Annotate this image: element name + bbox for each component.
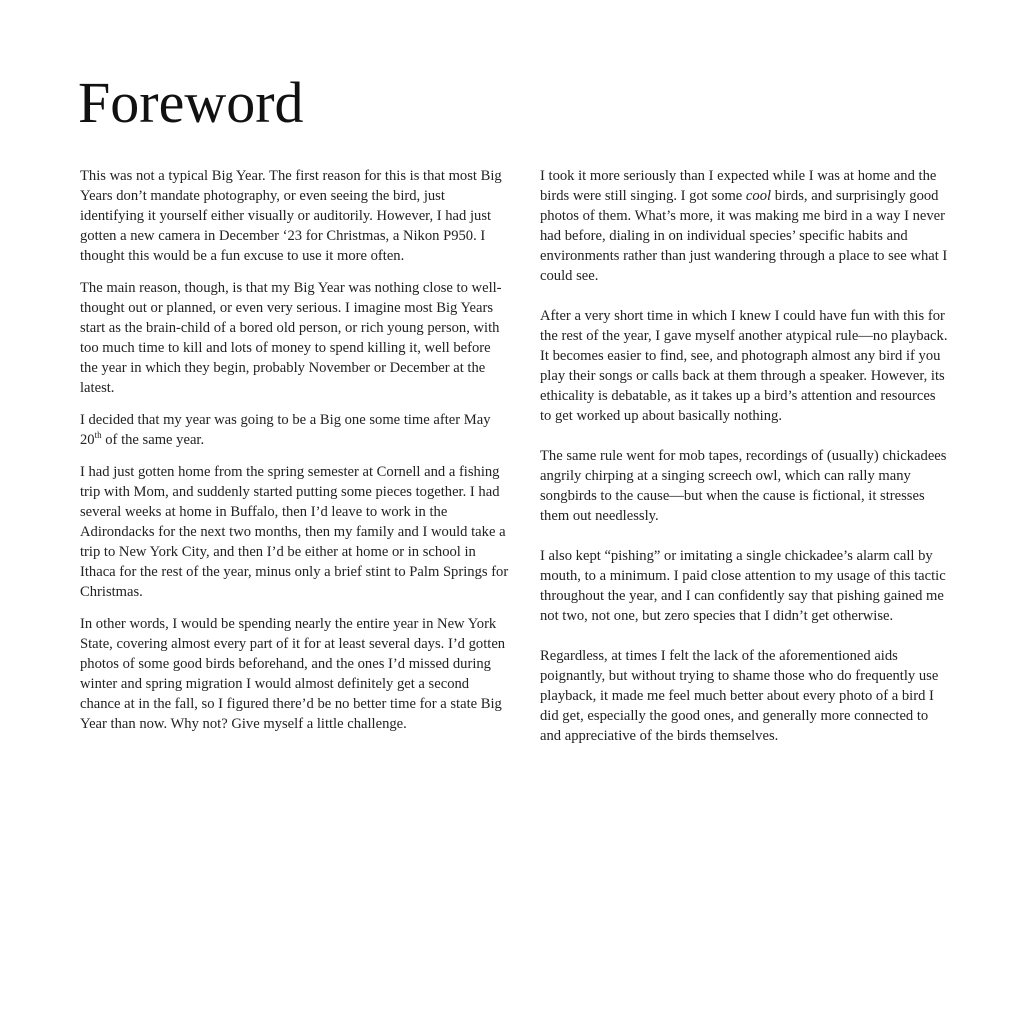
- paragraph-home-from-semester: I had just gotten home from the spring semester at Cornell and a fishing trip with Mom, and suddenly started putting some pieces together. I had several weeks at home in Buffalo, then I’d leave to work in the Adirondacks for the next two months, then my family and I would take a trip to New York City, and then I’d be either at home or in school in Ithaca for the rest of the year, minus only a brief stint to Palm Springs for Christmas.: [80, 464, 509, 600]
- emphasis-cool: cool: [745, 188, 772, 204]
- paragraph-decided: [80, 410, 512, 450]
- right-column: [540, 166, 950, 766]
- paragraph-mob-tapes: The same rule went for mob tapes, recordings of (usually) chickadees angrily chirping at a singing screech owl, which can rally many songbirds to the cause—but when the cause is fictional, it stresses them out needlessly.: [540, 448, 947, 524]
- paragraph-other-words: In other words, I would be spending nearly the entire year in New York State, covering almost every part of it for at least several days. I’d gotten photos of some good birds beforehand, and the ones I’d missed during winter and spring migration I would almost definitely get a second chance at in the fall, so I figured there’d be no better time for a state Big Year than now. Why not? Give myself a little challenge.: [80, 616, 506, 732]
- paragraph-decided-text: I decided that my year was going to be a Big one some time after May 20: [80, 412, 491, 448]
- paragraph-more-seriously: [540, 166, 950, 286]
- paragraph-decided-tail: of the same year.: [101, 432, 205, 448]
- left-column: [80, 166, 512, 746]
- page-title: Foreword: [78, 70, 304, 135]
- paragraph-pishing: I also kept “pishing” or imitating a single chickadee’s alarm call by mouth, to a minimum. I paid close attention to my usage of this tactic throughout the year, and I can confidently say that pishing gained me not two, not one, but zero species that I didn’t get otherwise.: [540, 548, 946, 624]
- paragraph-typical-big-year: This was not a typical Big Year. The first reason for this is that most Big Years don’t mandate photography, or even seeing the bird, just identifying it yourself either visually or auditorily. However, I had just gotten a new camera in December ‘23 for Christmas, a Nikon P950. I thought this would be a fun excuse to use it more often.: [80, 168, 502, 264]
- paragraph-main-reason: The main reason, though, is that my Big Year was nothing close to well-thought out or planned, or even very serious. I imagine most Big Years start as the brain-child of a bored old person, or rich young person, with too much time to kill and lots of money to spend killing it, well before the year in which they begin, probably November or December at the latest.: [80, 280, 502, 396]
- paragraph-no-playback: After a very short time in which I knew I could have fun with this for the rest of the year, I gave myself another atypical rule—no playback. It becomes easier to find, see, and photograph almost any bird if you play their songs or calls back at them through a speaker. However, its ethicality is debatable, as it takes up a bird’s attention and resources to get worked up about basically nothing.: [540, 308, 948, 424]
- paragraph-regardless: Regardless, at times I felt the lack of the aforementioned aids poignantly, but without trying to shame those who do frequently use playback, it made me feel much better about every photo of a bird I did get, especially the good ones, and generally more connected to and appreciative of the birds themselves.: [540, 648, 939, 744]
- paragraph-more-seriously-tail: birds, and surprisingly good photos of them. What’s more, it was making me bird in a way I never had before, dialing in on individual species’ specific habits and environments rather than just wandering through a place to see what I could see.: [540, 188, 948, 284]
- ordinal-suffix: th: [94, 430, 102, 441]
- paragraph-more-seriously-text: I took it more seriously than I expected while I was at home and the birds were still singing. I got some: [540, 168, 937, 204]
